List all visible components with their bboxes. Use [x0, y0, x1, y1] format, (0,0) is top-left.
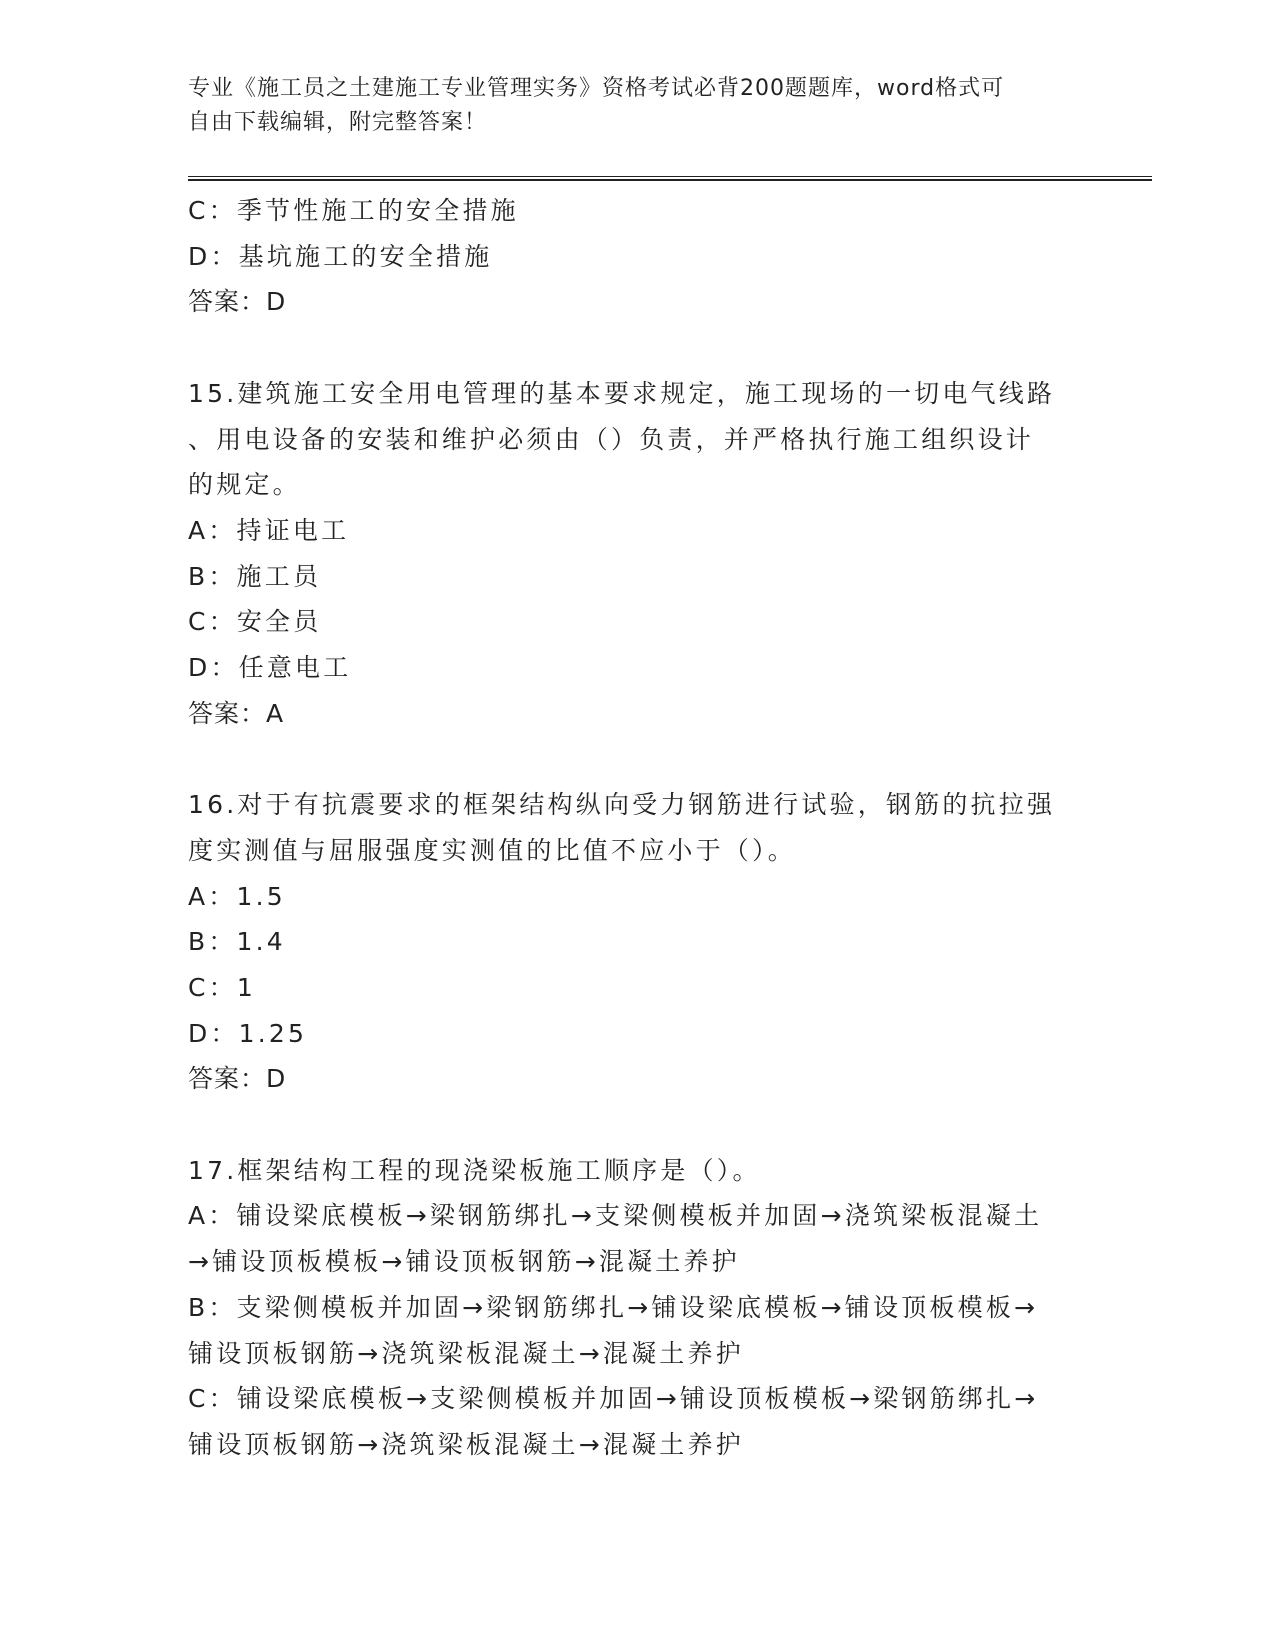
option-b: B：支梁侧模板并加固→梁钢筋绑扎→铺设梁底模板→铺设顶板模板→: [188, 1292, 1039, 1322]
question-stem: 、用电设备的安装和维护必须由（）负责，并严格执行施工组织设计: [188, 424, 1035, 454]
question-stem: 16.对于有抗震要求的框架结构纵向受力钢筋进行试验，钢筋的抗拉强: [188, 790, 1056, 820]
option-a: A：持证电工: [188, 515, 350, 545]
document-body: [188, 188, 1088, 1468]
page-header: [188, 72, 1088, 140]
option-b: B：施工员: [188, 561, 322, 591]
option-a-continued: →铺设顶板模板→铺设顶板钢筋→混凝土养护: [188, 1247, 740, 1277]
answer: 答案：A: [188, 698, 285, 728]
option-c: C：铺设梁底模板→支梁侧模板并加固→铺设顶板模板→梁钢筋绑扎→: [188, 1384, 1039, 1414]
option-a: A：1.5: [188, 881, 286, 911]
header-line-1: 专业《施工员之土建施工专业管理实务》资格考试必背200题题库，word格式可: [188, 76, 1005, 101]
question-16: [188, 782, 1088, 1102]
spacer: [188, 736, 1088, 782]
answer: 答案：D: [188, 287, 287, 317]
header-divider: [188, 176, 1152, 181]
question-stem: 度实测值与屈服强度实测值的比值不应小于（）。: [188, 835, 796, 865]
question-17: [188, 1148, 1088, 1468]
question-stem: 17.框架结构工程的现浇梁板施工顺序是（）。: [188, 1155, 761, 1185]
option-c: C：1: [188, 972, 256, 1002]
option-c: C：季节性施工的安全措施: [188, 196, 519, 225]
header-line-2: 自由下载编辑，附完整答案！: [188, 110, 488, 135]
option-d: D：任意电工: [188, 653, 352, 683]
question-stem: 15.建筑施工安全用电管理的基本要求规定，施工现场的一切电气线路: [188, 378, 1056, 408]
answer: 答案：D: [188, 1064, 287, 1094]
question-15: [188, 371, 1088, 737]
option-a: A：铺设梁底模板→梁钢筋绑扎→支梁侧模板并加固→浇筑梁板混凝土: [188, 1201, 1043, 1231]
spacer: [188, 1102, 1088, 1148]
option-b: B：1.4: [188, 927, 286, 957]
question-stem: 的规定。: [188, 470, 301, 500]
question-14-continued: [188, 188, 1088, 325]
option-d: D：基坑施工的安全措施: [188, 241, 493, 271]
option-c: C：安全员: [188, 607, 322, 637]
option-c-continued: 铺设顶板钢筋→浇筑梁板混凝土→混凝土养护: [188, 1429, 744, 1459]
spacer: [188, 325, 1088, 371]
option-b-continued: 铺设顶板钢筋→浇筑梁板混凝土→混凝土养护: [188, 1338, 744, 1368]
option-d: D：1.25: [188, 1018, 308, 1048]
